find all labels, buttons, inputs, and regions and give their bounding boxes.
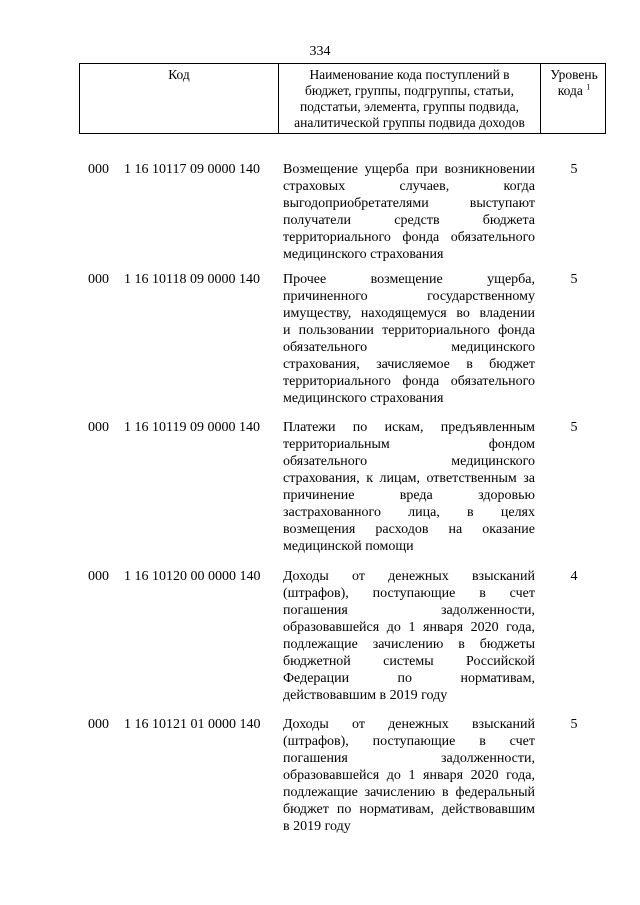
revenue-code: 1 16 10119 09 0000 140 bbox=[124, 420, 260, 435]
code-level: 4 bbox=[570, 569, 578, 584]
revenue-name-line: Федерации по нормативам, bbox=[283, 671, 535, 686]
revenue-name-line: медицинского страхования bbox=[283, 247, 444, 262]
revenue-name-line: Возмещение ущерба при возникновении bbox=[283, 162, 535, 177]
revenue-name-line: Платежи по искам, предъявленным bbox=[283, 420, 535, 435]
revenue-name-line: бюджетной системы Российской bbox=[283, 654, 535, 669]
header-name-line: бюджет, группы, подгруппы, статьи, bbox=[305, 83, 514, 98]
revenue-name-line: образовавшейся до 1 января 2020 года, bbox=[283, 620, 535, 635]
revenue-name-line: (штрафов), поступающие в счет bbox=[283, 586, 535, 601]
revenue-name-line: подлежащие зачислению в федеральный bbox=[283, 785, 535, 800]
admin-code: 000 bbox=[88, 569, 109, 584]
revenue-name bbox=[283, 419, 535, 555]
revenue-name-line: действовавшим в 2019 году bbox=[283, 688, 448, 703]
code-level: 5 bbox=[570, 420, 578, 435]
code-level: 5 bbox=[570, 272, 578, 287]
header-level-kod: кода bbox=[557, 83, 583, 98]
revenue-name-line: имуществу, находящемуся во владении bbox=[283, 306, 535, 321]
revenue-name-line: страховых случаев, когда bbox=[283, 179, 535, 194]
admin-code: 000 bbox=[88, 717, 109, 732]
revenue-name-line: медицинского страхования bbox=[283, 391, 444, 406]
revenue-code: 1 16 10121 01 0000 140 bbox=[124, 717, 261, 732]
revenue-name-line: застрахованного лица, в целях bbox=[283, 505, 535, 520]
revenue-name-line: причинение вреда здоровью bbox=[283, 488, 535, 503]
revenue-name-line: возмещения расходов на оказание bbox=[283, 522, 535, 537]
revenue-name-line: образовавшейся до 1 января 2020 года, bbox=[283, 768, 535, 783]
revenue-name-line: территориальным фондом bbox=[283, 437, 535, 452]
revenue-name-line: подлежащие зачислению в бюджеты bbox=[283, 637, 535, 652]
revenue-name-line: причиненного государственному bbox=[283, 289, 535, 304]
revenue-name-line: страхования, к лицам, ответственным за bbox=[283, 471, 535, 486]
admin-code: 000 bbox=[88, 272, 109, 287]
code-level: 5 bbox=[570, 162, 578, 177]
revenue-name-line: обязательного медицинского bbox=[283, 340, 535, 355]
header-name-line: Наименование кода поступлений в bbox=[309, 67, 510, 82]
revenue-name-line: выгодоприобретателями выступают bbox=[283, 196, 535, 211]
revenue-name-line: территориального фонда обязательного bbox=[283, 374, 535, 389]
revenue-name-line: Прочее возмещение ущерба, bbox=[283, 272, 535, 287]
admin-code: 000 bbox=[88, 162, 109, 177]
revenue-code: 1 16 10117 09 0000 140 bbox=[124, 162, 260, 177]
admin-code: 000 bbox=[88, 420, 109, 435]
header-level-line1: Уровень bbox=[550, 67, 598, 82]
header-code-label: Код bbox=[168, 67, 190, 82]
revenue-name-line: Доходы от денежных взысканий bbox=[283, 717, 535, 732]
revenue-name bbox=[283, 271, 535, 407]
revenue-name bbox=[283, 161, 535, 263]
revenue-name-line: (штрафов), поступающие в счет bbox=[283, 734, 535, 749]
header-name-line: подстатьи, элемента, группы подвида, bbox=[299, 99, 520, 114]
page-number: 334 bbox=[309, 44, 331, 59]
code-level: 5 bbox=[570, 717, 578, 732]
header-name-line: аналитической группы подвида доходов bbox=[294, 115, 525, 130]
revenue-name-line: медицинской помощи bbox=[283, 539, 414, 554]
revenue-code: 1 16 10120 00 0000 140 bbox=[124, 569, 261, 584]
footnote-marker: 1 bbox=[586, 82, 591, 92]
revenue-code: 1 16 10118 09 0000 140 bbox=[124, 272, 260, 287]
revenue-name-line: территориального фонда обязательного bbox=[283, 230, 535, 245]
revenue-name bbox=[283, 568, 535, 704]
revenue-name-line: получатели средств бюджета bbox=[283, 213, 535, 228]
revenue-name-line: Доходы от денежных взысканий bbox=[283, 569, 535, 584]
revenue-name-line: и пользовании территориального фонда bbox=[283, 323, 535, 338]
revenue-name-line: погашения задолженности, bbox=[283, 603, 535, 618]
revenue-name-line: в 2019 году bbox=[283, 819, 351, 834]
revenue-name-line: обязательного медицинского bbox=[283, 454, 535, 469]
revenue-name bbox=[283, 716, 535, 835]
revenue-name-line: страхования, зачисляемое в бюджет bbox=[283, 357, 535, 372]
revenue-name-line: погашения задолженности, bbox=[283, 751, 535, 766]
revenue-name-line: бюджет по нормативам, действовавшим bbox=[283, 802, 535, 817]
